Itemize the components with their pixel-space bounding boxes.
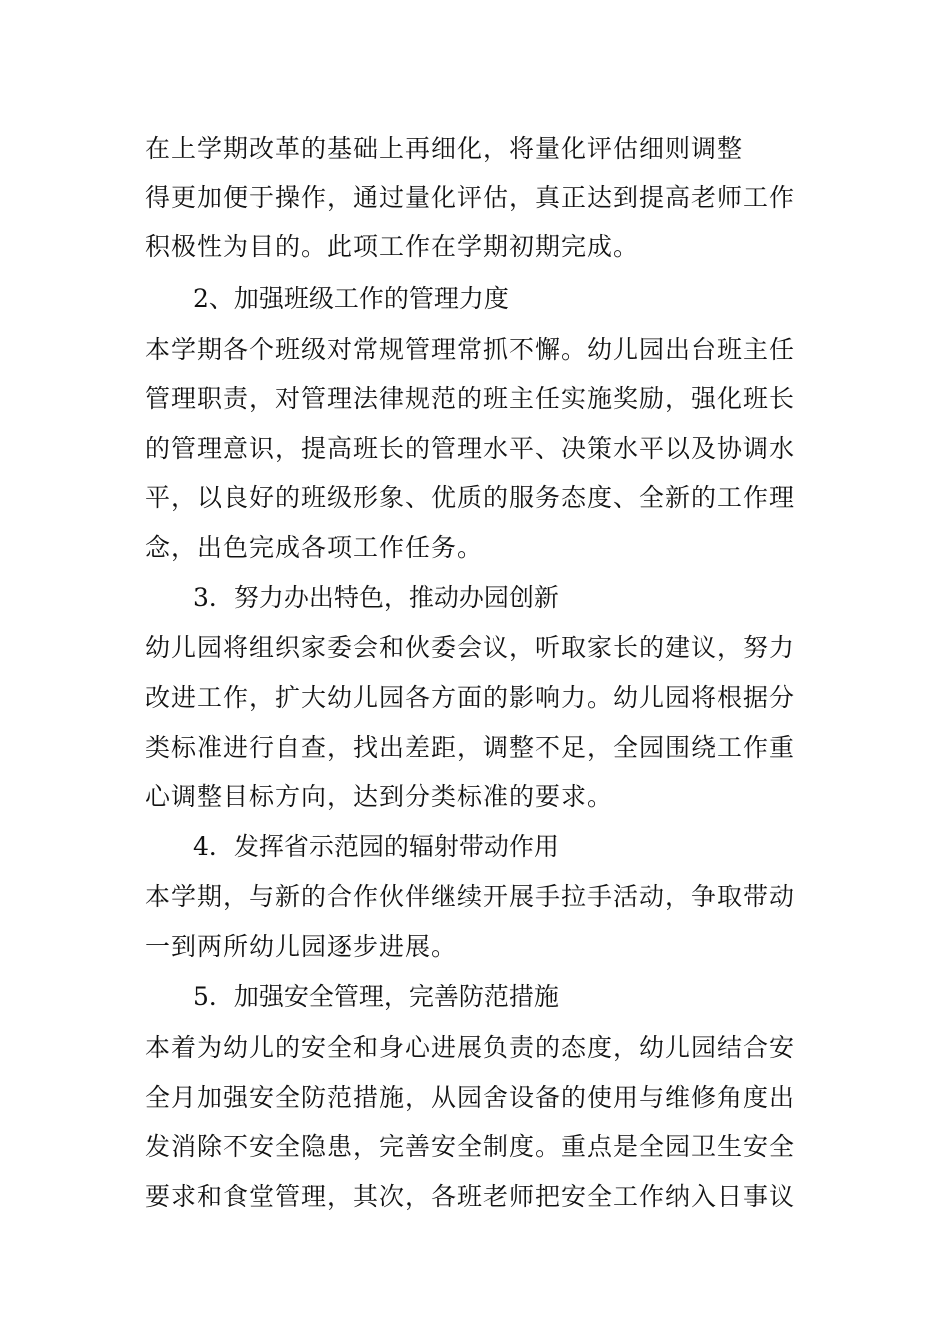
paragraph-line: 本着为幼儿的安全和身心进展负责的态度，幼儿园结合安	[145, 1033, 796, 1062]
paragraph-line: 的管理意识，提高班长的管理水平、决策水平以及协调水	[145, 434, 796, 463]
paragraph-line: 管理职责，对管理法律规范的班主任实施奖励，强化班长	[145, 384, 796, 413]
section-heading-4: 4．发挥省示范园的辐射带动作用	[193, 832, 559, 861]
paragraph-line: 本学期，与新的合作伙伴继续开展手拉手活动，争取带动	[145, 882, 796, 911]
paragraph-line: 在上学期改革的基础上再细化，将量化评估细则调整	[145, 134, 744, 163]
paragraph-line: 一到两所幼儿园逐步进展。	[145, 932, 458, 961]
paragraph-line: 要求和食堂管理，其次，各班老师把安全工作纳入日事议	[145, 1182, 796, 1211]
section-heading-5: 5．加强安全管理，完善防范措施	[193, 982, 559, 1011]
paragraph-line: 幼儿园将组织家委会和伙委会议，听取家长的建议，努力	[145, 633, 796, 662]
paragraph-line: 心调整目标方向，达到分类标准的要求。	[145, 782, 614, 811]
paragraph-line: 发消除不安全隐患，完善安全制度。重点是全园卫生安全	[145, 1132, 796, 1161]
paragraph-line: 念，出色完成各项工作任务。	[145, 533, 484, 562]
section-heading-3: 3．努力办出特色，推动办园创新	[193, 583, 559, 612]
paragraph-line: 类标准进行自查，找出差距，调整不足，全园围绕工作重	[145, 733, 796, 762]
paragraph-line: 本学期各个班级对常规管理常抓不懈。幼儿园出台班主任	[145, 335, 796, 364]
paragraph-line: 得更加便于操作，通过量化评估，真正达到提高老师工作	[145, 183, 796, 212]
paragraph-line: 全月加强安全防范措施，从园舍设备的使用与维修角度出	[145, 1083, 796, 1112]
paragraph-line: 积极性为目的。此项工作在学期初期完成。	[145, 232, 640, 261]
section-heading-2: 2、加强班级工作的管理力度	[193, 284, 509, 313]
paragraph-line: 平，以良好的班级形象、优质的服务态度、全新的工作理	[145, 483, 796, 512]
paragraph-line: 改进工作，扩大幼儿园各方面的影响力。幼儿园将根据分	[145, 683, 796, 712]
